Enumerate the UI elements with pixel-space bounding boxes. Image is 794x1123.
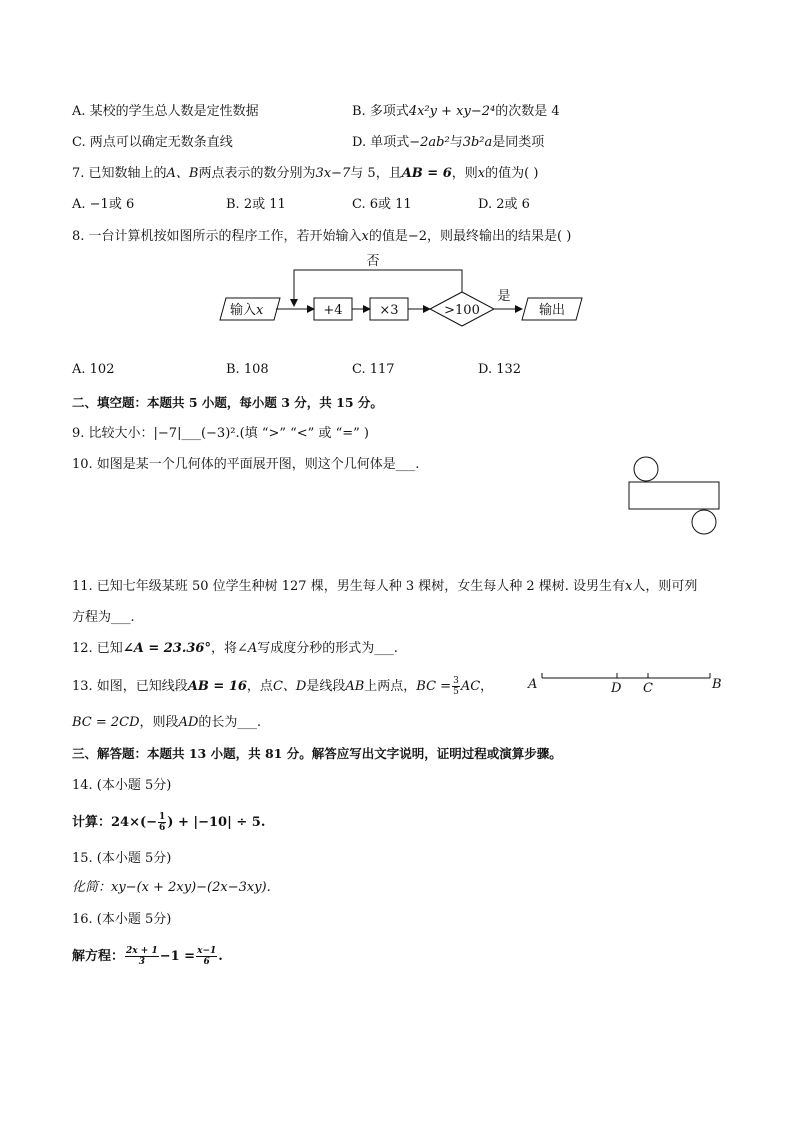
flow-output-label: 输出 — [538, 303, 566, 318]
label-a: A — [528, 677, 538, 692]
q7-stem-e: 的值为( ) — [485, 166, 539, 181]
q6-option-b — [352, 103, 560, 121]
q6-option-d — [352, 134, 544, 152]
q7-expr: 3x−7 — [315, 166, 351, 181]
q16-text-c: . — [218, 949, 223, 964]
q16-text-a: 解方程： — [72, 949, 125, 964]
q12-angle2: ∠A — [236, 641, 258, 656]
q13-text-e: ，则段 — [139, 715, 179, 730]
net-top-circle — [634, 457, 658, 481]
flow-step-add-label: +4 — [323, 303, 343, 318]
q7-option-c: C. 6或 11 — [352, 197, 412, 212]
q15-heading: 15. (本小题 5分) — [72, 851, 172, 866]
q7-points: A、B — [166, 166, 199, 181]
q13-line1: 13. 如图，已知线段AB = 16，点C、D是线段AB上两点，BC = $\frac{3}{5}$ AC， — [72, 676, 494, 697]
q8-stem-a: 8. 一台计算机按如图所示的程序工作，若开始输入 — [72, 229, 362, 244]
q14-heading: 14. (本小题 5分) — [72, 778, 172, 793]
q16-text-b: −1 = — [159, 949, 196, 964]
q13-bc-eq: BC = — [416, 679, 452, 694]
cylinder-net-figure — [624, 454, 724, 538]
q11-line1 — [72, 578, 697, 596]
q11-var: x — [625, 579, 633, 594]
label-c: C — [643, 681, 653, 696]
q8-option-c: C. 117 — [352, 362, 395, 377]
q11-line2: 方程为___. — [72, 610, 135, 625]
q6-option-a: A. 某校的学生总人数是定性数据 — [72, 104, 259, 119]
q13-frac-num: 3 — [453, 676, 459, 686]
flow-no-loop — [294, 270, 462, 306]
label-d: D — [611, 681, 622, 696]
section-2-heading: 二、填空题：本题共 5 小题，每小题 3 分，共 15 分。 — [72, 395, 383, 410]
label-b: B — [712, 677, 722, 692]
q6-d-expr1: −2ab² — [409, 135, 450, 150]
q9-text: 9. 比较大小：|−7|___(−3)².(填 “>” “<” 或 “=” ) — [72, 426, 369, 441]
flow-step-multiply-label: ×3 — [379, 303, 399, 318]
q14-text-b: ) + |−10| ÷ 5. — [167, 815, 266, 830]
q14-text-a: 计算：24×(− — [72, 815, 158, 830]
q8-option-b: B. 108 — [226, 362, 269, 377]
net-bottom-circle — [692, 510, 716, 534]
segment-figure — [522, 668, 726, 698]
q6-b-prefix: B. 多项式 — [352, 104, 409, 119]
q7-option-b: B. 2或 11 — [226, 197, 286, 212]
q12-text — [72, 640, 398, 658]
q14-frac-num: 1 — [159, 812, 166, 822]
q8-option-d: D. 132 — [478, 362, 522, 377]
q16-f2-num: x−1 — [197, 946, 217, 956]
q7-var: x — [477, 166, 486, 181]
q6-b-expr: 4x²y + xy−2⁴ — [408, 104, 496, 119]
q12-angle: ∠A = 23.36° — [122, 641, 211, 656]
q6-b-suffix: 的次数是 4 — [495, 104, 560, 119]
flow-input-label: 输入x — [230, 303, 264, 318]
q12-text-b: ，将 — [210, 641, 237, 656]
q13-text-b: ，点 — [246, 679, 273, 694]
flowchart-diagram — [210, 248, 590, 328]
q16-fraction-2 — [196, 946, 217, 967]
q13-text-a: 13. 如图，已知线段 — [72, 679, 188, 694]
q13-ac: AC — [460, 679, 481, 694]
q13-ad: AD — [178, 715, 199, 730]
q16-f1-num: 2x + 1 — [126, 946, 158, 956]
q7-stem-c: 与 5，且 — [350, 166, 402, 181]
flow-no-label: 否 — [366, 254, 380, 269]
q7-stem — [72, 165, 538, 183]
q11-text-a: 11. 已知七年级某班 50 位学生种树 127 棵，男生每人种 3 棵树，女生每人种 2 棵树. 设男生有 — [72, 579, 626, 594]
q13-ab-eq: AB = 16 — [187, 679, 247, 694]
q13-text-c: 是线段 — [306, 679, 346, 694]
q15-expression: 化简：xy−(x + 2xy)−(2x−3xy). — [72, 880, 271, 895]
flow-decision-label: >100 — [444, 303, 480, 318]
q8-var: x — [361, 229, 369, 244]
q14-expression — [72, 812, 265, 833]
q16-f1-den: 3 — [138, 957, 145, 967]
q14-frac-den: 6 — [159, 823, 166, 833]
q6-d-mid: 与 — [449, 135, 463, 150]
q6-option-c: C. 两点可以确定无数条直线 — [72, 135, 233, 150]
q13-frac-den: 5 — [453, 687, 459, 697]
q13-line2 — [72, 714, 261, 732]
q13-cd: C、D — [272, 679, 307, 694]
q16-fraction-1 — [125, 946, 159, 967]
q7-stem-a: 7. 已知数轴上的 — [72, 166, 167, 181]
q12-text-a: 12. 已知 — [72, 641, 123, 656]
q7-condition: AB = 6 — [401, 166, 452, 181]
q8-option-a: A. 102 — [72, 362, 115, 377]
q6-d-prefix: D. 单项式 — [352, 135, 410, 150]
q13-ab: AB — [345, 679, 365, 694]
net-side-rectangle — [629, 482, 719, 509]
section-3-heading: 三、解答题：本题共 13 小题，共 81 分。解答应写出文字说明，证明过程或演算步骤。 — [72, 746, 562, 761]
q10-text: 10. 如图是某一个几何体的平面展开图，则这个几何体是___. — [72, 457, 420, 472]
q8-stem — [72, 228, 571, 246]
q13-fraction — [452, 676, 460, 697]
q6-d-expr2: 3b²a — [462, 135, 493, 150]
q13-text-d: 上两点， — [364, 679, 417, 694]
q16-equation — [72, 946, 223, 967]
q14-fraction — [158, 812, 166, 833]
q7-option-a: A. −1或 6 — [72, 197, 135, 212]
q7-stem-b: 两点表示的数分别为 — [198, 166, 316, 181]
q12-text-c: 写成度分秒的形式为___. — [257, 641, 398, 656]
q13-text-f: 的长为___. — [198, 715, 262, 730]
flow-yes-label: 是 — [497, 289, 511, 304]
q6-d-suffix: 是同类项 — [492, 135, 545, 150]
q7-option-d: D. 2或 6 — [478, 197, 530, 212]
q13-bc-2cd: BC = 2CD — [72, 715, 140, 730]
q8-stem-b: 的值是−2，则最终输出的结果是( ) — [368, 229, 572, 244]
q11-text-b: 人，则可列 — [632, 579, 698, 594]
q16-heading: 16. (本小题 5分) — [72, 912, 172, 927]
q7-stem-d: ，则 — [451, 166, 478, 181]
q16-f2-den: 6 — [203, 957, 210, 967]
